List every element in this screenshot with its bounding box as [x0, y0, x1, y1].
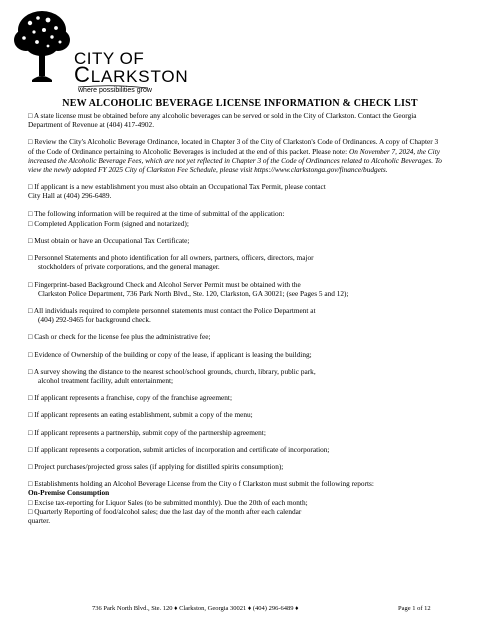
- paragraph-reporting: □ Establishments holding an Alcohol Beverage License from the City o f Clarkston must submit the following reports:: [28, 479, 374, 489]
- checkbox-icon[interactable]: □: [28, 366, 33, 376]
- list-item: □ Quarterly Reporting of food/alcohol sales; due the last day of the month after each calendar quarter.: [28, 506, 302, 526]
- requirement-item: □ If applicant represents a franchise, copy of the franchise agreement;: [28, 393, 232, 403]
- on-premise-heading: On-Premise Consumption: [28, 488, 110, 498]
- checkbox-icon[interactable]: □: [28, 506, 33, 516]
- page-title: NEW ALCOHOLIC BEVERAGE LICENSE INFORMATION & CHECK LIST: [62, 98, 418, 109]
- requirements-list: [28, 219, 444, 471]
- checkbox-icon[interactable]: □: [28, 427, 33, 437]
- checkbox-icon[interactable]: □: [28, 253, 33, 263]
- checkbox-icon[interactable]: □: [28, 306, 33, 316]
- checkbox-icon[interactable]: □: [28, 393, 33, 403]
- logo-clarkston-cap: C: [74, 62, 91, 87]
- requirement-item: □ All individuals required to complete personnel statements must contact the Police Department at (404) 292-9465 for background check.: [28, 306, 316, 325]
- requirement-item: □ Completed Application Form (signed and notarized);: [28, 218, 189, 228]
- checkbox-icon[interactable]: □: [28, 218, 33, 228]
- requirement-item: □ Fingerprint-based Background Check and Alcohol Server Permit must be obtained with the Clarkston Police Department, 736 Park North Blvd., Ste. 120, Clarkston, GA 30021; (see Pages 5 and 12);: [28, 279, 349, 298]
- requirement-item: □ If applicant represents a partnership, submit copy of the partnership agreement;: [28, 427, 266, 437]
- paragraph-required-info: □ The following information will be required at the time of submittal of the application:: [28, 208, 285, 218]
- checkbox-icon[interactable]: □: [28, 479, 33, 489]
- requirement-item: □ Evidence of Ownership of the building or copy of the lease, if applicant is leasing the building;: [28, 349, 312, 359]
- page-number: Page 1 of 12: [398, 605, 431, 612]
- footer-address: 736 Park North Blvd., Ste. 120 ♦ Clarkston, Georgia 30021 ♦ (404) 296-6489 ♦: [92, 605, 299, 612]
- paragraph-state-license: □ A state license must be obtained before any alcoholic beverages can be served or sold in the City of Clarkston. Contact the Georgia Department of Revenue at (404) 417-4902.: [28, 111, 417, 130]
- checkbox-icon[interactable]: □: [28, 279, 33, 289]
- logo-clarkston-rest: LARKSTON: [90, 67, 189, 86]
- checkbox-icon[interactable]: □: [28, 182, 33, 192]
- checkbox-icon[interactable]: □: [28, 349, 33, 359]
- checkbox-icon[interactable]: □: [28, 236, 33, 246]
- document-body: [28, 111, 444, 525]
- checkbox-icon[interactable]: □: [28, 208, 33, 218]
- checkbox-icon[interactable]: □: [28, 137, 33, 147]
- paragraph-occupational-tax: □ If applicant is a new establishment you must also obtain an Occupational Tax Permit, please contact City Hall at (404) 296-6489.: [28, 182, 326, 201]
- checkbox-icon[interactable]: □: [28, 332, 33, 342]
- checkbox-icon[interactable]: □: [28, 462, 33, 472]
- fee-notice: On November 7, 2024, the City increased the Alcoholic Beverage Fees, which are not yet reflected in Chapter 3 of the Code of Ordinances related to Alcoholic Beverages. To view the newly adopted FY 2025 City of Clarkston Fee Schedule, please visit https://www.clarkstonga.gov/finance/budgets.: [28, 146, 442, 175]
- requirement-item: □ Cash or check for the license fee plus the administrative fee;: [28, 332, 211, 342]
- checkbox-icon[interactable]: □: [28, 497, 33, 507]
- requirement-item: □ If applicant represents an eating establishment, submit a copy of the menu;: [28, 410, 253, 420]
- requirement-item: □ If applicant represents a corporation, submit articles of incorporation and certificate of incorporation;: [28, 444, 330, 454]
- checkbox-icon[interactable]: □: [28, 444, 33, 454]
- tree-logo-icon: [12, 8, 72, 86]
- logo-tagline: where possibilities grow: [78, 87, 152, 94]
- list-item: □ Excise tax-reporting for Liquor Sales (to be submitted monthly). Due the 20th of each month;: [28, 497, 308, 507]
- logo-city-text: CITY OF: [74, 49, 145, 68]
- checkbox-icon[interactable]: □: [28, 410, 33, 420]
- city-logo: [12, 8, 197, 96]
- requirement-item: □ Personnel Statements and photo identification for all owners, partners, officers, directors, major stockholders of private corporations, and the general manager.: [28, 253, 314, 272]
- requirement-item: □ Must obtain or have an Occupational Tax Certificate;: [28, 236, 190, 246]
- checkbox-icon[interactable]: □: [28, 111, 33, 120]
- requirement-item: □ Project purchases/projected gross sales (if applying for distilled spirits consumption);: [28, 462, 284, 472]
- paragraph-ordinance: □ Review the City's Alcoholic Beverage Ordinance, located in Chapter 3 of the City of Clarkston's Code of Ordinances. A copy of Chapter 3 of the Code of Ordinance pertaining to Alcoholic Beverages is included at the end of this packet. Please note: On November 7, 2024, the City increased the Alcoholic Beverage Fees, which are not yet reflected in Chapter 3 of the Code of Ordinances related to Alcoholic Beverages. To view the newly adopted FY 2025 City of Clarkston Fee Schedule, please visit https://www.clarkstonga.gov/finance/budgets.: [28, 137, 442, 175]
- requirement-item: □ A survey showing the distance to the nearest school/school grounds, church, library, public park, alcohol treatment facility, adult entertainment;: [28, 366, 316, 386]
